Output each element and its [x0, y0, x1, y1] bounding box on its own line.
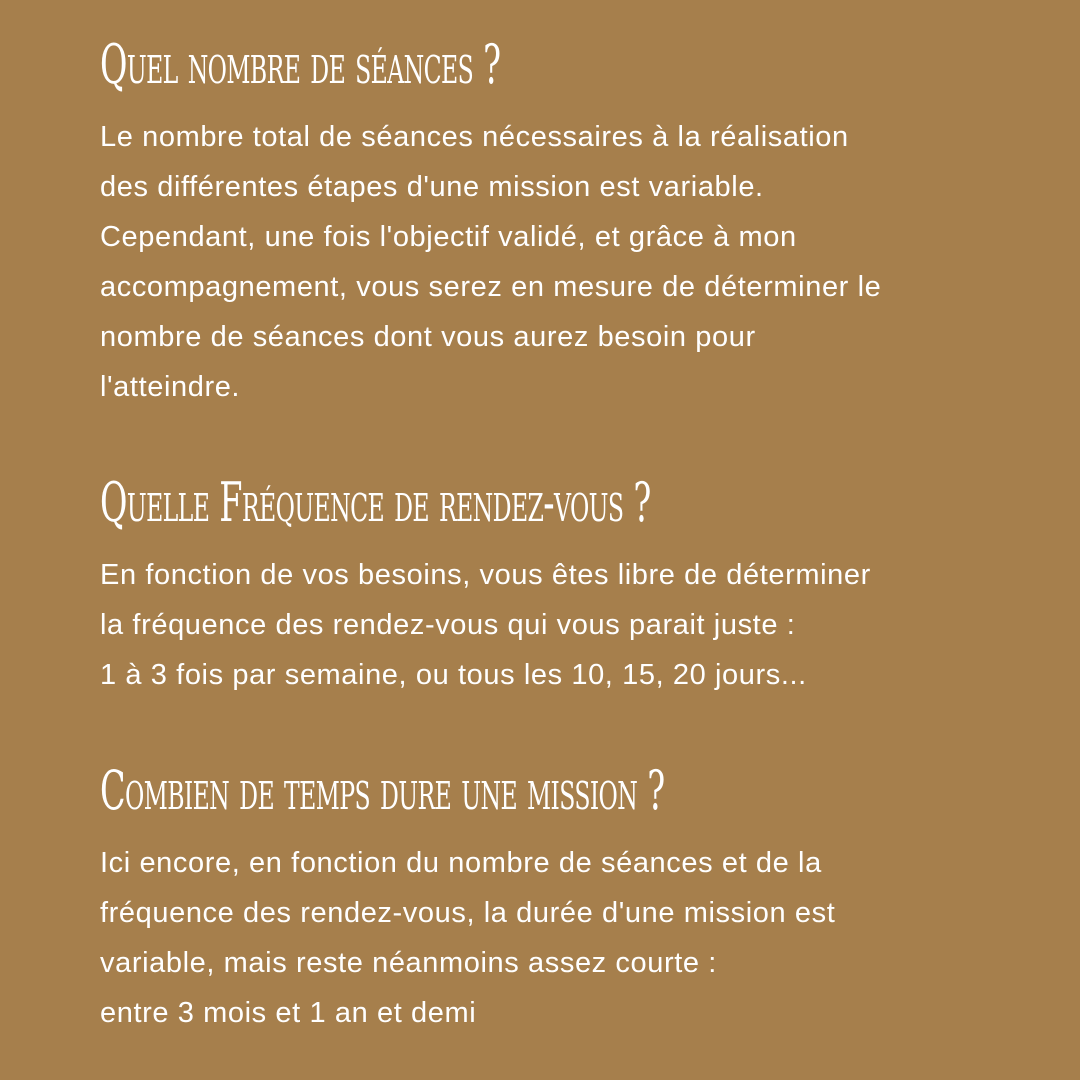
section-title: Quelle Fréquence de rendez-vous ?	[100, 471, 651, 534]
paragraph-line: la fréquence des rendez-vous qui vous parait juste :	[100, 609, 796, 641]
paragraph-line: nombre de séances dont vous aurez besoin pour	[100, 321, 756, 353]
section-paragraph	[100, 112, 1000, 412]
paragraph-line: Ici encore, en fonction du nombre de séances et de la	[100, 847, 822, 879]
section-title: Combien de temps dure une mission ?	[100, 759, 665, 822]
section-paragraph	[100, 550, 1000, 700]
paragraph-line: accompagnement, vous serez en mesure de déterminer le	[100, 271, 882, 303]
paragraph-line: l'atteindre.	[100, 371, 241, 403]
section-paragraph	[100, 838, 1000, 1038]
paragraph-line: fréquence des rendez-vous, la durée d'une mission est	[100, 897, 836, 929]
section-frequence	[100, 470, 1000, 700]
faq-page	[100, 0, 1000, 1080]
paragraph-line: entre 3 mois et 1 an et demi	[100, 997, 477, 1029]
paragraph-line: Cependant, une fois l'objectif validé, et grâce à mon	[100, 221, 797, 253]
paragraph-line: variable, mais reste néanmoins assez courte :	[100, 947, 717, 979]
paragraph-line: En fonction de vos besoins, vous êtes libre de déterminer	[100, 559, 871, 591]
section-duree	[100, 758, 1000, 1038]
section-title: Quel nombre de séances ?	[100, 33, 501, 96]
section-seances	[100, 32, 1000, 412]
paragraph-line: 1 à 3 fois par semaine, ou tous les 10, 15, 20 jours...	[100, 659, 807, 691]
paragraph-line: Le nombre total de séances nécessaires à la réalisation	[100, 121, 849, 153]
paragraph-line: des différentes étapes d'une mission est variable.	[100, 171, 764, 203]
